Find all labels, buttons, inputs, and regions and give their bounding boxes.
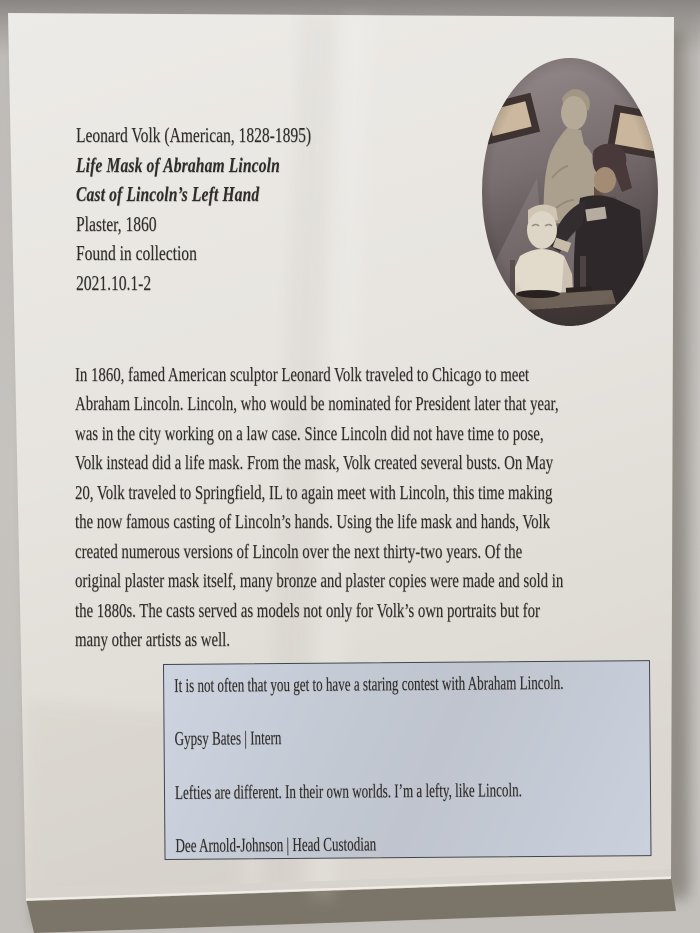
article-line: the now famous casting of Lincoln’s hands. Using the life mask and hands, Volk bbox=[75, 511, 551, 534]
title-line-1: Life Mask of Abraham Lincoln bbox=[76, 152, 280, 177]
quote-1: It is not often that you get to have a staring contest with Abraham Lincoln. bbox=[174, 672, 564, 697]
description-paragraph bbox=[75, 361, 563, 656]
medium-line: Plaster, 1860 bbox=[76, 211, 157, 236]
quote-2: Lefties are different. In their own worlds. I’m a lefty, like Lincoln. bbox=[174, 780, 522, 804]
staff-quotes-box bbox=[163, 660, 652, 860]
volk-sculpting-lincoln-bust-photo bbox=[482, 58, 658, 326]
article-line: Volk instead did a life mask. From the mask, Volk created several busts. On May bbox=[75, 452, 554, 475]
article-line: In 1860, famed American sculptor Leonard Volk traveled to Chicago to meet bbox=[75, 364, 530, 386]
article-line: many other artists as well. bbox=[75, 629, 230, 652]
artist-line: Leonard Volk (American, 1828-1895) bbox=[76, 123, 312, 147]
provenance-line: Found in collection bbox=[76, 241, 197, 265]
photo-vignette bbox=[482, 58, 658, 326]
article-line: was in the city working on a law case. Since Lincoln did not have time to pose, bbox=[75, 422, 544, 445]
article-line: 20, Volk traveled to Springfield, IL to again meet with Lincoln, this time making bbox=[75, 481, 553, 504]
article-line: original plaster mask itself, many bronze and plaster copies were made and sold in bbox=[75, 570, 564, 593]
attribution-1: Gypsy Bates | Intern bbox=[174, 728, 282, 750]
article-line: created numerous versions of Lincoln over the next thirty-two years. Of the bbox=[75, 540, 523, 563]
tombstone-block bbox=[76, 121, 311, 298]
title-line-2: Cast of Lincoln’s Left Hand bbox=[76, 182, 260, 206]
article-line: the 1880s. The casts served as models not only for Volk’s own portraits but for bbox=[75, 599, 540, 622]
attribution-2: Dee Arnold-Johnson | Head Custodian bbox=[175, 834, 377, 857]
article-line: Abraham Lincoln. Lincoln, who would be nominated for President later that year, bbox=[75, 393, 559, 416]
accession-line: 2021.10.1-2 bbox=[76, 270, 152, 295]
